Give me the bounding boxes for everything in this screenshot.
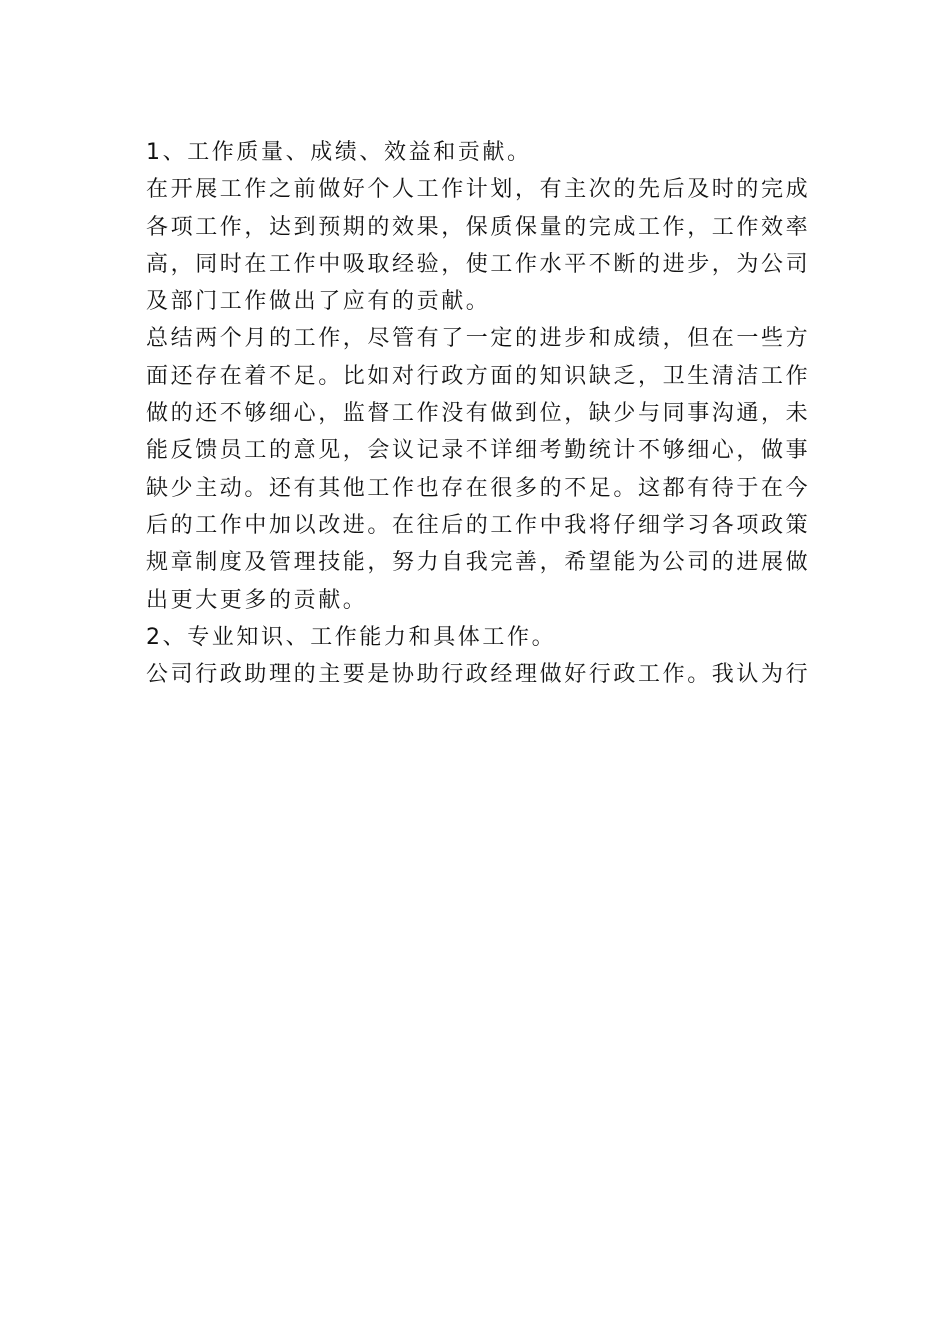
document-body <box>146 134 810 693</box>
text-line: 及部门工作做出了应有的贡献。 <box>146 289 491 315</box>
text-line: 做的还不够细心，监督工作没有做到位，缺少与同事沟通，未 <box>146 401 810 427</box>
text-line: 公司行政助理的主要是协助行政经理做好行政工作。我认为行 <box>146 662 810 688</box>
text-line: 缺少主动。还有其他工作也存在很多的不足。这都有待于在今 <box>146 475 810 501</box>
section-heading-2: 2、专业知识、工作能力和具体工作。 <box>146 624 557 650</box>
text-line: 出更大更多的贡献。 <box>146 587 368 613</box>
text-line: 各项工作，达到预期的效果，保质保量的完成工作，工作效率 <box>146 214 810 240</box>
text-line: 能反馈员工的意见，会议记录不详细考勤统计不够细心，做事 <box>146 438 810 464</box>
text-line: 后的工作中加以改进。在往后的工作中我将仔细学习各项政策 <box>146 512 810 538</box>
section-heading-1: 1、工作质量、成绩、效益和贡献。 <box>146 140 532 165</box>
text-line: 总结两个月的工作，尽管有了一定的进步和成绩，但在一些方 <box>146 326 810 352</box>
text-line: 在开展工作之前做好个人工作计划，有主次的先后及时的完成 <box>146 177 810 203</box>
text-line: 高，同时在工作中吸取经验，使工作水平不断的进步，为公司 <box>146 251 810 277</box>
text-line: 规章制度及管理技能，努力自我完善，希望能为公司的进展做 <box>146 550 810 576</box>
text-line: 面还存在着不足。比如对行政方面的知识缺乏，卫生清洁工作 <box>146 363 810 389</box>
